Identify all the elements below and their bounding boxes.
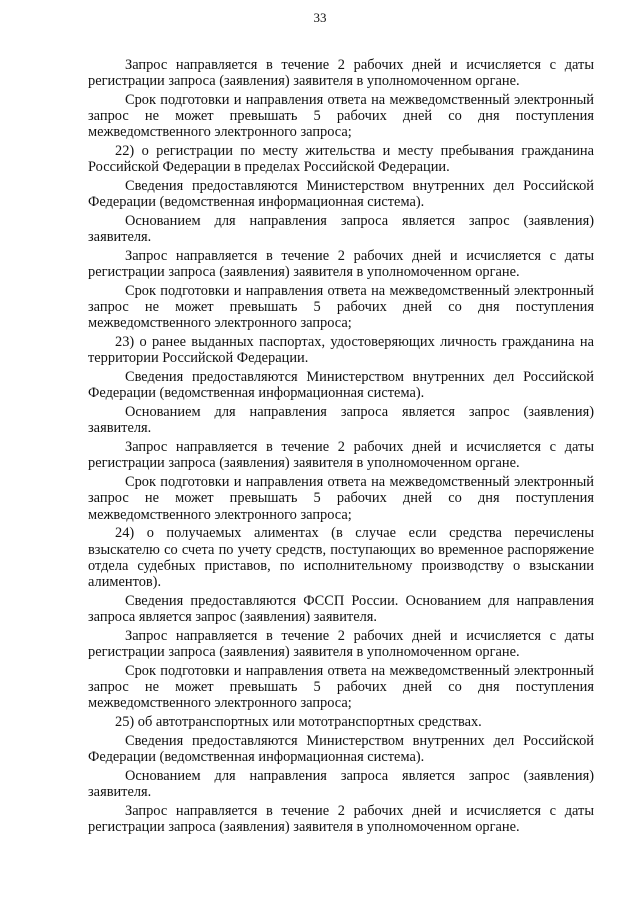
paragraph: Сведения предоставляются Министерством внутренних дел Российской Федерации (ведомственная информационная система). [88,178,594,211]
paragraph: Срок подготовки и направления ответа на межведомственный электронный запрос не может превышать 5 рабочих дней со дня поступления межведомственного электронного запроса; [88,283,594,332]
paragraph: Запрос направляется в течение 2 рабочих дней и исчисляется с даты регистрации запроса (заявления) заявителя в уполномоченном органе. [88,627,594,660]
paragraph: Срок подготовки и направления ответа на межведомственный электронный запрос не может превышать 5 рабочих дней со дня поступления межведомственного электронного запроса; [88,92,594,141]
paragraph: Запрос направляется в течение 2 рабочих дней и исчисляется с даты регистрации запроса (заявления) заявителя в уполномоченном органе. [88,57,594,90]
paragraph: Запрос направляется в течение 2 рабочих дней и исчисляется с даты регистрации запроса (заявления) заявителя в уполномоченном органе. [88,802,594,835]
paragraph: Срок подготовки и направления ответа на межведомственный электронный запрос не может превышать 5 рабочих дней со дня поступления межведомственного электронного запроса; [88,662,594,712]
document-body [88,57,594,838]
paragraph: Сведения предоставляются ФССП России. Основанием для направления запроса является запрос (заявления) заявителя. [88,592,594,625]
paragraph: Основанием для направления запроса является запрос (заявления) заявителя. [88,213,594,246]
list-item-22: 22) о регистрации по месту жительства и месту пребывания гражданина Российской Федерации в пределах Российской Федерации. [88,143,594,176]
list-item-25: 25) об автотранспортных или мототранспортных средствах. [115,713,482,730]
paragraph: Основанием для направления запроса является запрос (заявления) заявителя. [88,767,594,800]
list-item-23: 23) о ранее выданных паспортах, удостоверяющих личность гражданина на территории Российской Федерации. [88,334,594,367]
paragraph: Запрос направляется в течение 2 рабочих дней и исчисляется с даты регистрации запроса (заявления) заявителя в уполномоченном органе. [88,439,594,472]
page-number: 33 [313,10,327,25]
paragraph: Сведения предоставляются Министерством внутренних дел Российской Федерации (ведомственная информационная система). [88,369,594,402]
paragraph: Срок подготовки и направления ответа на межведомственный электронный запрос не может превышать 5 рабочих дней со дня поступления межведомственного электронного запроса; [88,474,594,523]
paragraph: Сведения предоставляются Министерством внутренних дел Российской Федерации (ведомственная информационная система). [88,732,594,765]
list-item-24: 24) о получаемых алиментах (в случае если средства перечислены взыскателю со счета по учету средств, поступающих во временное распоряжение отдела судебных приставов, по исполнительному производству о взыскании алиментов). [88,525,594,590]
paragraph: Запрос направляется в течение 2 рабочих дней и исчисляется с даты регистрации запроса (заявления) заявителя в уполномоченном органе. [88,248,594,281]
paragraph: Основанием для направления запроса является запрос (заявления) заявителя. [88,404,594,437]
